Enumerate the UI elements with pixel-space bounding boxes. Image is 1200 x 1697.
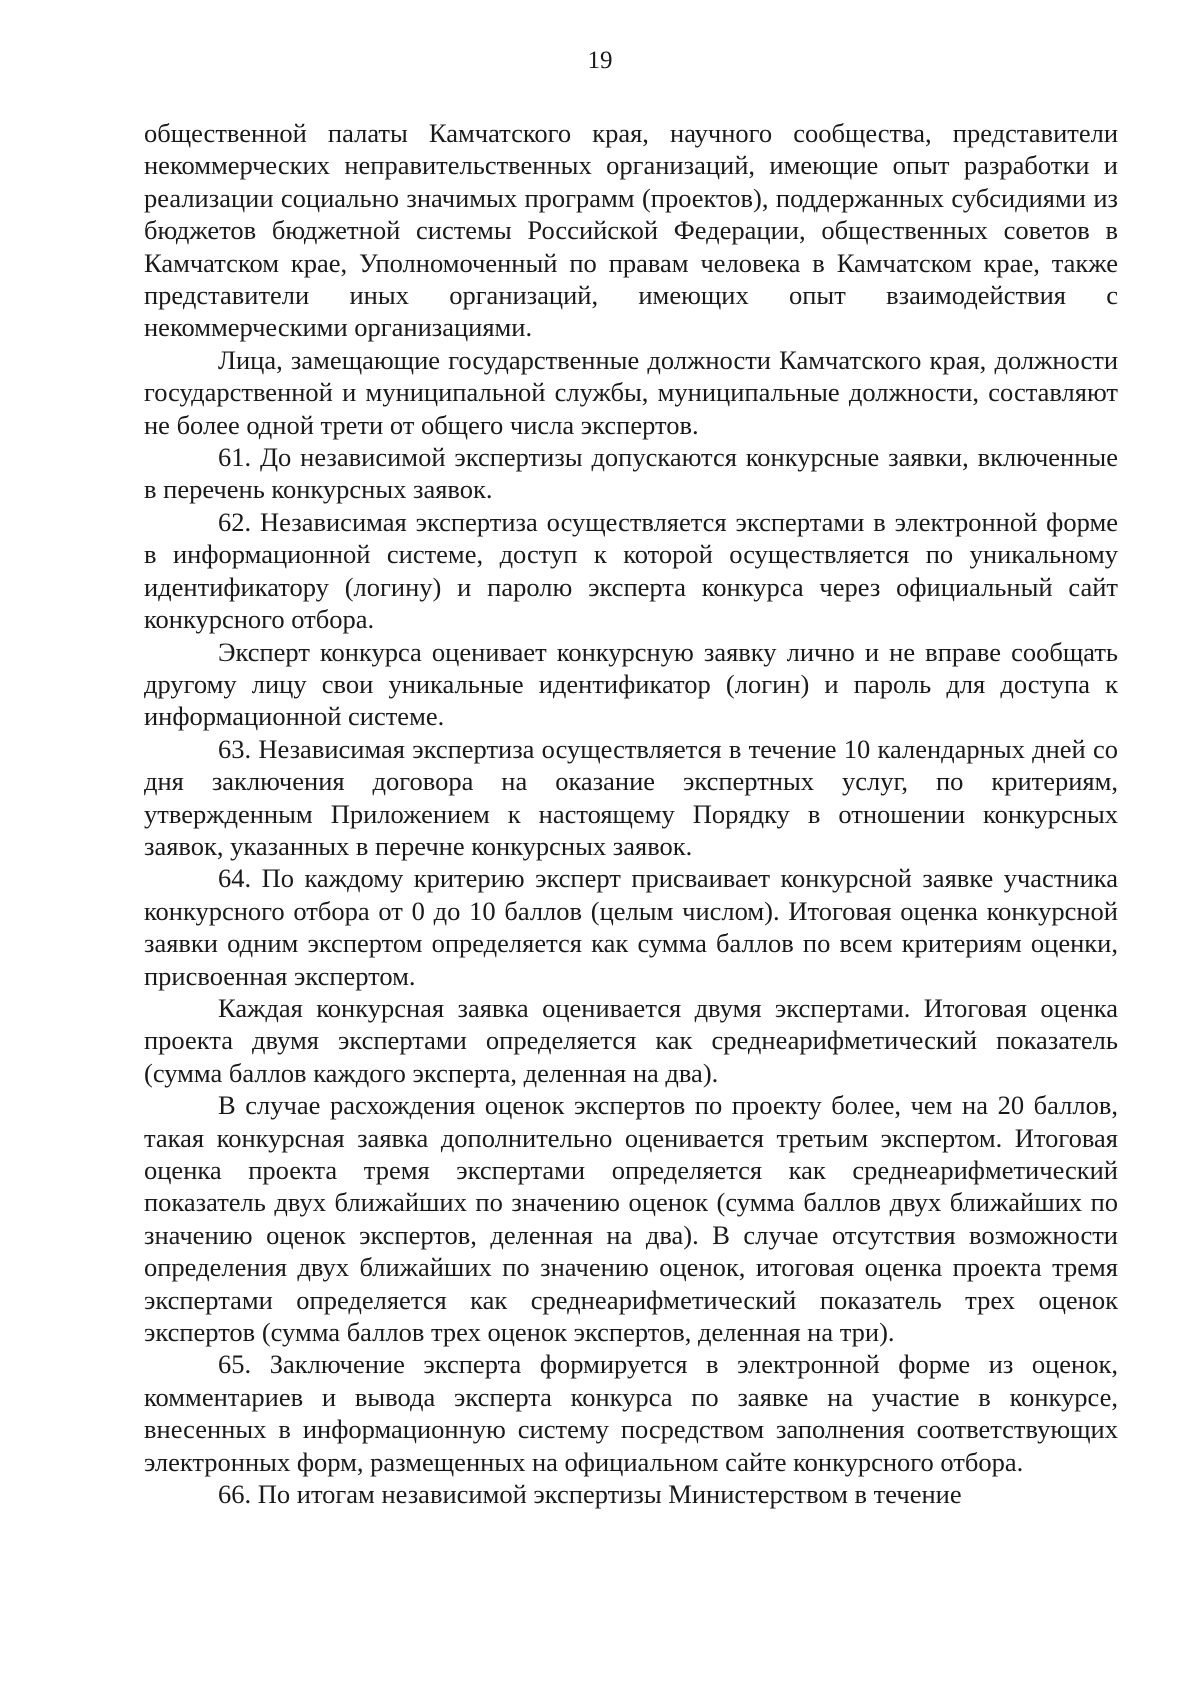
paragraph-63: 63. Независимая экспертиза осуществляется в течение 10 календарных дней со дня заключения договора на оказание экспертных услуг, по критериям, утвержденным Приложением к настоящему Порядку в отношении конкурсных заявок, указанных в перечне конкурсных заявок. — [144, 733, 1118, 861]
paragraph-61: 61. До независимой экспертизы допускаются конкурсные заявки, включенные в перечень конкурсных заявок. — [144, 442, 1118, 505]
paragraph-66: 66. По итогам независимой экспертизы Министерством в течение — [218, 1479, 962, 1510]
paragraph-two-experts: Каждая конкурсная заявка оценивается двумя экспертами. Итоговая оценка проекта двумя экспертами определяется как среднеарифметический показатель (сумма баллов каждого эксперта, деленная на два). — [144, 992, 1118, 1088]
paragraph-continuation: общественной палаты Камчатского края, научного сообщества, представители некоммерческих неправительственных организаций, имеющие опыт разработки и реализации социально значимых программ (проектов), поддержанных субсидиями из бюджетов бюджетной системы Российской Федерации, общественных советов в Камчатском крае, Уполномоченный по правам человека в Камчатском крае, также представители иных организаций, имеющих опыт взаимодействия с некоммерческими организациями. — [144, 118, 1118, 343]
paragraph-62: 62. Независимая экспертиза осуществляется экспертами в электронной форме в информационной системе, доступ к которой осуществляется по уникальному идентификатору (логину) и паролю эксперта конкурса через официальный сайт конкурсного отбора. — [144, 506, 1118, 635]
document-body — [144, 117, 1118, 1510]
paragraph-expert-personal: Эксперт конкурса оценивает конкурсную заявку лично и не вправе сообщать другому лицу свои уникальные идентификатор (логин) и пароль для доступа к информационной системе. — [144, 636, 1118, 732]
paragraph-64: 64. По каждому критерию эксперт присваивает конкурсной заявке участника конкурсного отбора от 0 до 10 баллов (целым числом). Итоговая оценка конкурсной заявки одним экспертом определяется как сумма баллов по всем критериям оценки, присвоенная экспертом. — [144, 863, 1118, 991]
paragraph-third-expert: В случае расхождения оценок экспертов по проекту более, чем на 20 баллов, такая конкурсная заявка дополнительно оценивается третьим экспертом. Итоговая оценка проекта тремя экспертами определяется как среднеарифметический показатель двух ближайших по значению оценок (сумма баллов двух ближайших по значению оценок экспертов, деленная на два). В случае отсутствия возможности определения двух ближайших по значению оценок, итоговая оценка проекта тремя экспертами определяется как среднеарифметический показатель трех оценок экспертов (сумма баллов трех оценок экспертов, деленная на три). — [144, 1090, 1118, 1348]
page-number: 19 — [587, 47, 613, 74]
paragraph-officials-share: Лица, замещающие государственные должности Камчатского края, должности государственной и муниципальной службы, муниципальные должности, составляют не более одной трети от общего числа экспертов. — [144, 344, 1118, 440]
paragraph-65: 65. Заключение эксперта формируется в электронной форме из оценок, комментариев и вывода эксперта конкурса по заявке на участие в конкурсе, внесенных в информационную систему посредством заполнения соответствующих электронных форм, размещенных на официальном сайте конкурсного отбора. — [144, 1349, 1118, 1477]
